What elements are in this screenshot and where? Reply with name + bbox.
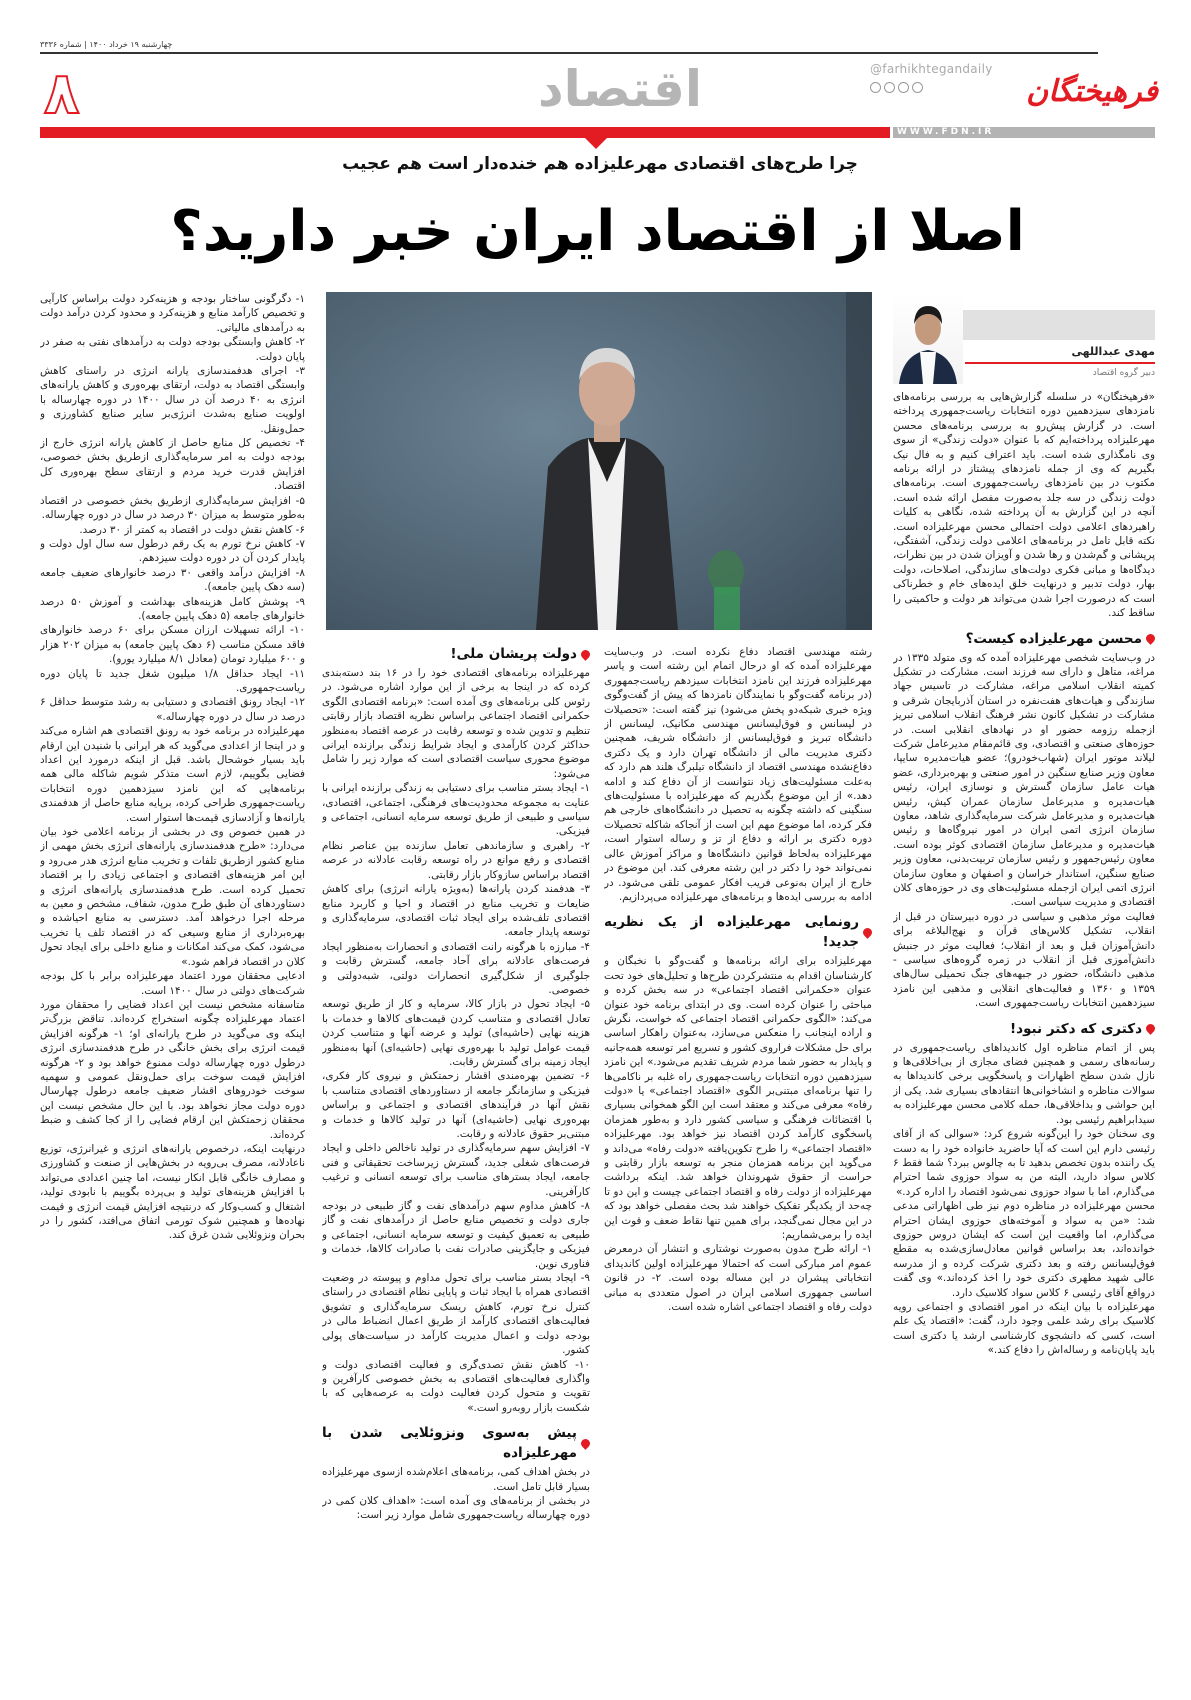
body-paragraph: ۱- ارائه طرح مدون به‌صورت نوشتاری و انتشار آن درمعرض عموم امر مبارکی است که احتمالا مهرعلیزاده اولین کاندیدای انتخاباتی پیشران در این مساله بوده است. ۲- در قانون اساسی جمهوری اسلامی ایران در اصول متعددی به مبانی دولت رفاه و اقتصاد اجتماعی اشاره شده است. [604, 1243, 872, 1314]
list-item: ۱۰- کاهش نقش تصدی‌گری و فعالیت اقتصادی دولت و واگذاری فعالیت‌های اقتصادی به بخش خصوصی کارآفرین و تقویت و متحول کردن فعالیت دولت به عرصه‌هایی که با شکست بازار روبه‌رو است.» [322, 1358, 590, 1414]
bullet-marker-icon [579, 1437, 590, 1450]
list-item: ۲- کاهش وابستگی بودجه دولت به درآمدهای نفتی به صفر در پایان دولت. [40, 336, 305, 363]
subheading-text: محسن مهرعلیزاده کیست؟ [965, 630, 1142, 647]
website-url[interactable]: WWW.FDN.IR [897, 127, 995, 137]
author-name: مهدی عبداللهی [1071, 345, 1155, 358]
instagram-icon [870, 82, 881, 93]
list-item: ۹- ایجاد بستر مناسب برای تحول مداوم و پیوسته در وضعیت اقتصادی همراه با ایجاد ثبات و پایایی نظام اقتصادی در راستای کنترل نرخ تورم، کاهش ریسک سرمایه‌گذاری و تشویق فعالیت‌های اقتصادی کارآمد از طریق اعمال انضباط مالی در بودجه دولت و اعمال مدیریت کارآمد در سیاست‌های پولی کشور. [322, 1272, 590, 1357]
list-item: ۳- هدفمند کردن یارانه‌ها (به‌ویژه یارانه انرژی) برای کاهش ضایعات و تخریب منابع در اقتصاد و احیا و کاربرد منابع اقتصادی تلف‌شده برای ایجاد ثبات اقتصادی، سرمایه‌گذاری و توسعه پایدار جامعه. [322, 883, 590, 939]
column-1 [40, 292, 305, 1690]
issue-date: چهارشنبه ۱۹ خرداد ۱۴۰۰ | شماره ۳۳۳۶ [40, 40, 173, 49]
list-item: ۱۱- ایجاد حداقل ۱/۸ میلیون شغل جدید تا پایان دوره ریاست‌جمهوری. [40, 667, 305, 694]
intro-paragraph: «فرهیختگان» در سلسله گزارش‌هایی به بررسی برنامه‌های نامزدهای سیزدهمین دوره انتخابات ریاست‌جمهوری پرداخته است. در گزارش پیش‌رو به بررسی برنامه‌های محسن مهرعلیزاده پرداخته‌ایم که با عنوان «دولت زندگی» از سوی وی نامگذاری شده است. باید اعتراف کنیم و به فال نیک بگیریم که وی از جمله نامزدهای پیشتاز در ارائه برنامه مکتوب در بین نامزدهای ریاست‌جمهوری است. برنامه‌های دولت زندگی در سه جلد به‌صورت مفصل ارائه شده است. آنچه در این گزارش به آن پرداخته شده، نگاهی به کلیات راهبردهای اعلامی دولت احتمالی محسن مهرعلیزاده است. نکته قابل تامل در برنامه‌های اعلامی دولت زندگی، آشفتگی، پریشانی و گم‌شدن و رها شدن و آویزان شدن در بین نظرات، دیدگاه‌ها و مبانی فکری دولت‌های سازندگی، اصلاحات، دولت بهار، دولت تدبیر و درنهایت خلق ایده‌های خام و خطرناکی است که درصورت اجرا شدن می‌تواند هر دولت و حاکمیتی را ساقط کند. [893, 391, 1155, 620]
social-icons [870, 82, 923, 93]
subheading-text: رونمایی مهرعلیزاده از یک نظریه جدید! [604, 914, 859, 951]
body-paragraph: در وب‌سایت شخصی مهرعلیزاده آمده که وی متولد ۱۳۳۵ در مراغه، متاهل و دارای سه فرزند است. مشارکت در تشکیل کمیته انقلاب اسلامی مراغه، مشارکت در تاسیس جهاد سازندگی و هیات‌های هفت‌نفره در استان آذربایجان شرقی و مشارکت در تشکیل کانون نشر فرهنگ انقلاب اسلامی تبریز ازجمله رزومه حضور او در نهادهای انقلابی است. در حوزه‌های صنعتی و اقتصادی، وی قائم‌مقام مدیرعامل شرکت لیلاند موتور ایران (شهاب‌خودرو)؛ عضو هیات‌مدیره سایپا، معاون وزیر صنایع سنگین در امور صنعتی و بهره‌برداری، عضو هیات عامل سازمان گسترش و نوسازی ایران، رئیس هیات‌مدیره و مدیرعامل سازمان عمران کیش، رئیس هیات‌مدیره و مدیرعامل شرکت سرمایه‌گذاری شاهد، معاون سازمان انرژی اتمی ایران در امور نیروگاه‌ها و رئیس هیات‌مدیره و مدیرعامل سازمان اقتصادی کوثر بوده است. معاون رئیس‌جمهور و رئیس سازمان تربیت‌بدنی، معاون وزیر صنایع سنگین، استاندار خراسان و اصفهان و معاون سازمان انرژی اتمی ایران ازجمله مسئولیت‌های وی در حوزه‌های کلان اقتصادی و مدیریت سیاسی است. [893, 651, 1155, 909]
list-item: ۲- راهبری و سازماندهی تعامل سازنده بین عناصر نظام اقتصادی و رفع موانع در راه توسعه رقابت عادلانه در عرصه اقتصاد براساس سازوکار بازار رقابتی. [322, 839, 590, 881]
social-handle: @farhikhtegandaily [870, 62, 993, 76]
list-item: ۵- افزایش سرمایه‌گذاری ازطریق بخش خصوصی در اقتصاد به‌طور متوسط به میزان ۳۰ درصد در سال در دوره چهارساله. [40, 494, 305, 522]
page-number: ۸ [44, 59, 80, 127]
bullet-marker-icon [861, 926, 872, 939]
author-rule [965, 362, 1155, 364]
red-pointer-arrow [584, 137, 608, 149]
list-item: ۷- افزایش سهم سرمایه‌گذاری در تولید ناخالص داخلی و ایجاد فرصت‌های شغلی جدید، گسترش زیرساخت تحقیقاتی و فنی جامعه، ایجاد بسترهای مناسب برای توسعه انسانی و ترغیب کارآفرینی. [322, 1142, 590, 1198]
list-item: ۶- تضمین بهره‌مندی اقشار زحمتکش و نیروی کار فکری، فیزیکی و سازمانگر جامعه از دستاوردهای اقتصادی متناسب با نقش آنها در فرآیندهای اقتصادی و اجتماعی و براساس بهره‌وری نهایی (حاشیه‌ای) آنها در تولید کالاها و خدمات و مبتنی‌بر حقوق عادلانه و رقابت. [322, 1070, 590, 1140]
article-photo [326, 292, 872, 630]
body-paragraph: در همین خصوص وی در بخشی از برنامه اعلامی خود بیان می‌دارد: «طرح هدفمندسازی یارانه‌های انرژی بخش مهمی از منابع کشور ازطریق تلفات و تخریب منابع انرژی هدر می‌رود و این امر هزینه‌های اقتصادی و اجتماعی زیادی را بر اقتصاد تحمیل کرده است. طرح هدفمندسازی یارانه‌های انرژی و دستاوردهای آن طبق طرح مدون، شفاف، مشخص و معین به مرحله اجرا درخواهد آمد. دسترسی به منابع احیاشده و بهره‌برداری از منابع وسیعی که در اقتصاد تلف یا تخریب می‌شود، کمک می‌کند امکانات و منابع داخلی برای ایجاد تحول کلان در اقتصاد فراهم شود.» [40, 826, 305, 968]
list-item: ۴- تخصیص کل منابع حاصل از کاهش یارانه انرژی خارج از بودجه دولت به امر سرمایه‌گذاری ازطریق بخش خصوصی، افزایش قدرت خرید مردم و ارتقای سطح بهره‌وری کل اقتصاد. [40, 437, 305, 493]
newspaper-logo[interactable] [1026, 62, 1158, 122]
list-item: ۱۰- ارائه تسهیلات ارزان مسکن برای ۶۰ درصد خانوارهای فاقد مسکن مناسب (۶ دهک پایین جامعه) به میزان ۲۰۲ هزار و ۶۰۰ میلیارد تومان (معادل ۸/۱ میلیارد یورو). [40, 624, 305, 666]
author-portrait-icon [893, 292, 963, 384]
bullet-marker-icon [1144, 632, 1155, 645]
twitter-icon [898, 82, 909, 93]
body-paragraph: پس از اتمام مناظره اول کاندیداهای ریاست‌جمهوری در رسانه‌های رسمی و همچنین فضای مجازی از بی‌اخلاقی‌ها و نازل شدن سطح اظهارات و پاسخگویی برخی کاندیداها به سوالات مناظره و انشاخوانی‌ها انتقادهای بسیاری شد. یکی از این حواشی و بداخلاقی‌ها، حمله کلامی محسن مهرعلیزاده به سیدابراهیم رئیسی بود. [893, 1041, 1155, 1126]
body-paragraph: مهرعلیزاده در برنامه خود به رونق اقتصادی هم اشاره می‌کند و در اینجا از اعدادی می‌گوید که هر ایرانی با شنیدن این ارقام باید بسیار خوشحال باشد. قبل از اینکه درمورد این اعداد فضایی بگوییم، لازم است متذکر شویم شاکله مالی همه برنامه‌هایی که این نامزد سیزدهمین دوره انتخابات ریاست‌جمهوری طراحی کرده، برپایه منابع حاصل از هدفمندی یارانه‌ها و آزادسازی قیمت‌ها استوار است. [40, 725, 305, 824]
list-item: ۱- دگرگونی ساختار بودجه و هزینه‌کرد دولت براساس کارآیی و تخصیص کارآمد منابع و هزینه‌کرد و محدود کردن درآمد دولت به درآمدهای مالیاتی. [40, 293, 305, 334]
bullet-marker-icon [1144, 1022, 1155, 1035]
list-item: ۸- افزایش درآمد واقعی ۳۰ درصد خانوارهای ضعیف جامعه (سه دهک پایین جامعه). [40, 566, 305, 594]
body-paragraph: فعالیت موثر مذهبی و سیاسی در دوره دبیرستان در قبل از انقلاب، تشکیل کلاس‌های قرآن و نهج‌البلاغه برای دانش‌آموزان قبل و بعد از انقلاب؛ فعالیت موثر در جنبش دانش‌آموزی قبل از انقلاب در زمره گروه‌های سیاسی - مذهبی دانشگاه، حضور در جبهه‌های جنگ تحمیلی سال‌های ۱۳۵۹ و ۱۳۶۰ و فعالیت‌های انقلابی و مذهبی این نامزد سیزدهمین انتخابات ریاست‌جمهوری است. [893, 910, 1155, 1010]
logo-wordmark: فرهیختگان [1026, 74, 1158, 109]
body-paragraph: رشته مهندسی اقتصاد دفاع نکرده است. در وب‌سایت مهرعلیزاده آمده که او درحال اتمام این رشته است و یاسر مهرعلیزاده فرزند این نامزد انتخابات سیزدهم ریاست‌جمهوری (در برنامه گفت‌وگو با نمایندگان نامزدها که پیش از گفت‌وگوی ویژه خبری شبکه‌دو پخش می‌شود) نیز گفته است: «تحصیلات در لیسانس و فوق‌لیسانس مهندسی مکانیک، لیسانس از دانشگاه تبریز و فوق‌لیسانس از دانشگاه شریف، همچنین دکتری مدیریت مالی از دانشگاه تهران دارد و یک دکتری دفاع‌نشده مهندسی اقتصاد از دانشگاه تیلبرگ هلند هم دارد که به‌علت مسئولیت‌های زیاد نتوانست از آن دفاع کند و ادامه دهد.» از این موضوع بگذریم که مهرعلیزاده با مسئولیت‌های سنگینی که داشته چگونه به تحصیل در دانشگاه‌های خارجی هم فکر کرده، اما موضوع مهم این است از آنجاکه شاکله تحصیلات دوره دکتری بر ارائه و دفاع از تز و رساله استوار است، مهرعلیزاده به‌لحاظ قوانین دانشگاه‌ها و مراکز آموزش عالی نمی‌تواند خود را دکتر در این رشته معرفی کند. این موضوع در خارج از ایران به‌نوعی فریب افکار عمومی تلقی می‌شود. در ادامه به بررسی ایده‌ها و برنامه‌های مهرعلیزاده می‌پردازیم. [604, 646, 872, 903]
photo-candidate-illustration [326, 292, 872, 630]
header-rule [40, 52, 1098, 54]
bullet-marker-icon [579, 648, 590, 661]
aparat-icon [912, 82, 923, 93]
author-box [893, 292, 1155, 384]
telegram-icon [884, 82, 895, 93]
subheading [604, 912, 872, 952]
column-3 [604, 645, 872, 1690]
website-bar [893, 127, 1155, 138]
body-paragraph: مهرعلیزاده با بیان اینکه در امور اقتصادی و اجتماعی رویه کلاسیک برای رشد علمی وجود دارد، گفت: «اقتصاد یک علم است، کسی که دانشجوی کارشناسی ارشد یا دکتری است باید پایان‌نامه و رساله‌اش را دفاع کند.» [893, 1300, 1155, 1357]
column-4 [893, 390, 1155, 1690]
body-paragraph: در بخشی از برنامه‌های وی آمده است: «اهداف کلان کمی در دوره چهارساله ریاست‌جمهوری شامل موارد زیر است: [322, 1494, 590, 1522]
section-red-bar [40, 127, 890, 138]
article-headline: اصلا از اقتصاد ایران خبر دارید؟ [170, 199, 1025, 264]
list-item: ۹- پوشش کامل هزینه‌های بهداشت و آموزش ۵۰ درصد خانوارهای جامعه (۵ دهک پایین جامعه). [40, 595, 305, 622]
subheading-text: دکتری که دکتر نبود! [1009, 1020, 1142, 1037]
body-paragraph: وی سخنان خود را این‌گونه شروع کرد: «سوالی که از آقای رئیسی دارم این است که آیا حاضرید خانواده خود را به دست یک راننده بدون تخصص بدهید تا به چالوس ببرد؟ شما فقط ۶ کلاس سواد دارید، البته من به سواد حوزوی شما احترام می‌گذارم، اما با سواد حوزوی نمی‌شود اقتصاد را اداره کرد.» [893, 1128, 1155, 1198]
body-paragraph: متاسفانه مشخص نیست این اعداد فضایی را محققان مورد اعتماد مهرعلیزاده چگونه استخراج کرده‌اند. تناقض بزرگ‌تر اینکه وی می‌گوید در طرح یارانه‌ای او؛ ۱- هرگونه افزایش قیمت انرژی برای بخش خانگی در طرح هدفمندسازی انرژی درطول دوره چهارساله دولت ممنوع خواهد بود و ۲- هرگونه افزایش قیمت سوخت برای حمل‌ونقل عمومی و سهمیه سوخت خودروهای اقشار ضعیف جامعه درطول چهارسال دوره دولت مجاز نخواهد بود. با این حال مشخص نیست این محققان زحمتکش این ارقام فضایی را از کجا کشف و ضبط کرده‌اند. [40, 998, 305, 1141]
list-item: ۵- ایجاد تحول در بازار کالا، سرمایه و کار از طریق توسعه تعادل اقتصادی و متناسب کردن قیمت‌های کالاها و خدمات با هزینه نهایی (حاشیه‌ای) تولید و عرضه آنها و متناسب کردن قیمت عوامل تولید با بهره‌وری نهایی (حاشیه‌ای) آنها به‌منظور ایجاد زمینه برای گسترش رقابت. [322, 998, 590, 1068]
list-item: ۱۲- ایجاد رونق اقتصادی و دستیابی به رشد متوسط حداقل ۶ درصد در سال در دوره چهارساله.» [40, 696, 305, 723]
list-item: ۴- مبارزه با هرگونه رانت اقتصادی و انحصارات به‌منظور ایجاد فرصت‌های عادلانه برای آحاد جامعه، گسترش رقابت و جلوگیری از شکل‌گیری انحصارات دولتی، شبه‌دولتی و خصوصی. [322, 940, 590, 996]
body-paragraph: مهرعلیزاده برنامه‌های اقتصادی خود را در ۱۶ بند دسته‌بندی کرده که در اینجا به برخی از این موارد اشاره می‌شود. در رئوس کلی برنامه‌های وی آمده است: «برنامه اقتصادی الگوی حکمرانی اقتصاد اجتماعی براساس نظریه اقتصاد بازار رقابتی تنظیم و تدوین شده و توسعه رقابت در عرصه اقتصاد به‌منظور حداکثر کردن کارآمدی و ایجاد شرایط زندگی برازنده ایرانی موضوع محوری سیاست اقتصادی است که موارد زیر را شامل می‌شود: [322, 667, 590, 780]
column-2 [322, 636, 590, 1690]
body-paragraph: در بخش اهداف کمی، برنامه‌های اعلام‌شده ازسوی مهرعلیزاده بسیار قابل تامل است. [322, 1466, 590, 1493]
body-paragraph: مهرعلیزاده برای ارائه برنامه‌ها و گفت‌وگو با نخبگان و کارشناسان اقدام به منتشرکردن طرح‌ها و تحلیل‌های خود تحت عنوان «حکمرانی اقتصاد اجتماعی» در سه بخش کرده و مباحثی را عنوان کرده است. وی در ابتدای برنامه خود عنوان می‌کند: «الگوی حکمرانی اقتصاد اجتماعی که خواست، نگرش و اراده اینجانب را منعکس می‌سازد، به‌عنوان راهکار اساسی برای حل مشکلات فراروی کشور و تسریع امر توسعه همه‌جانبه و پایدار به حضور شما مردم شریف تقدیم می‌شود.» این نامزد سیزدهمین دوره انتخابات ریاست‌جمهوری راه غلبه بر ناکامی‌ها را تنها برنامه‌ای مبتنی‌بر الگوی «اقتصاد اجتماعی» یا «دولت رفاه» معرفی می‌کند و معتقد است این الگو همخوانی بسیاری با اقتضائات فرهنگی و سیاسی کشور دارد و به‌طور همزمان پاسخگوی کارآمد کردن اقتصاد نیز خواهد بود. مهرعلیزاده «اقتصاد اجتماعی» را طرح تکوین‌یافته «دولت رفاه» می‌داند و می‌گوید این برنامه همزمان منجر به توسعه بازار رقابتی و حراست از حقوق شهروندان خواهد شد. اینکه برداشت مهرعلیزاده از دولت رفاه و اقتصاد اجتماعی چیست و این دو تا چه‌حد از یکدیگر تفکیک خواهند شد بحث مفصلی خواهد بود که در این مجال نمی‌گنجد، برای همین تنها نقاط ضعف و قوت این ایده را برمی‌شماریم: [604, 955, 872, 1242]
subheading [322, 1423, 590, 1463]
subheading [893, 1019, 1155, 1039]
article-kicker: چرا طرح‌های اقتصادی مهرعلیزاده هم خنده‌دار است هم عجیب [342, 154, 858, 174]
list-item: ۷- کاهش نرخ تورم به یک رقم درطول سه سال اول دولت و پایدار کردن آن در دوره دولت سیزدهم. [40, 537, 305, 565]
list-item: ۸- کاهش مداوم سهم درآمدهای نفت و گاز طبیعی در بودجه جاری دولت و تخصیص منابع حاصل از درآمدهای نفت و گاز طبیعی به تعمیق کیفیت و توسعه سرمایه انسانی، اجتماعی و فیزیکی و جایگزینی صادرات نفت با صادرات کالاها، خدمات و فناوری نوین. [322, 1200, 590, 1270]
author-role: دبیر گروه اقتصاد [1092, 368, 1155, 378]
subheading-text: دولت پریشان ملی! [450, 646, 577, 662]
body-paragraph: ادعایی محققان مورد اعتماد مهرعلیزاده برابر با کل بودجه شرکت‌های دولتی در سال ۱۴۰۰ است. [40, 970, 305, 997]
subheading [322, 644, 590, 664]
author-avatar [893, 292, 963, 384]
subheading [893, 629, 1155, 649]
list-item: ۶- کاهش نقش دولت در اقتصاد به کمتر از ۳۰ درصد. [79, 523, 305, 536]
list-item: ۱- ایجاد بستر مناسب برای دستیابی به زندگی برازنده ایرانی با عنایت به مجموعه محدودیت‌های فرهنگی، اجتماعی، اقتصادی، سیاسی و طبیعی از طریق توسعه سرمایه انسانی، اجتماعی و فیزیکی. [322, 782, 590, 838]
body-paragraph: درنهایت اینکه، درخصوص یارانه‌های انرژی و غیرانرژی، توزیع ناعادلانه، مصرف بی‌رویه در بخش‌هایی از صنعت و کشاورزی و مصارف خانگی قابل انکار نیست، اما چنین اعدادی می‌تواند با افزایش هزینه‌های تولید و بی‌پرده بگوییم با نابودی تولید، اشتغال و کسب‌وکار که درنتیجه افزایش قیمت انرژی و قیمت نهاده‌ها و همچنین شوک تورمی اتفاق می‌افتد، کشور را در بحران ونزوئلایی شدن غرق کند. [40, 1142, 305, 1242]
subheading-text: پیش به‌سوی ونزوئلایی شدن با مهرعلیزاده [322, 1425, 577, 1462]
body-paragraph: محسن مهرعلیزاده در مناظره دوم نیز طی اظهاراتی مدعی شد: «من به سواد و آموخته‌های حوزوی ایشان احترام می‌گذارم، اما واقعیت این است که ایشان دروس حوزوی خوانده‌اند، بعد براساس قوانین معادل‌سازی‌شده به مقطع فوق‌لیسانس رفته و بعد دکتری شرکت کرده و از مدرسه عالی شهید مطهری دکتری خود را اخذ کرده‌اند.» وی گفت درواقع آقای رئیسی ۶ کلاس سواد کلاسیک دارد. [893, 1200, 1155, 1299]
section-title: اقتصاد [538, 60, 702, 118]
list-item: ۳- اجرای هدفمندسازی یارانه انرژی در راستای کاهش وابستگی اقتصاد به دولت، ارتقای بهره‌وری و کاهش یارانه‌های انرژی به ۴۰ درصد آن در سال ۱۴۰۰ در دوره چهارساله با اولویت صنایع به‌شدت انرژی‌بر سایر صنایع کشاورزی و حمل‌ونقل. [40, 365, 305, 435]
